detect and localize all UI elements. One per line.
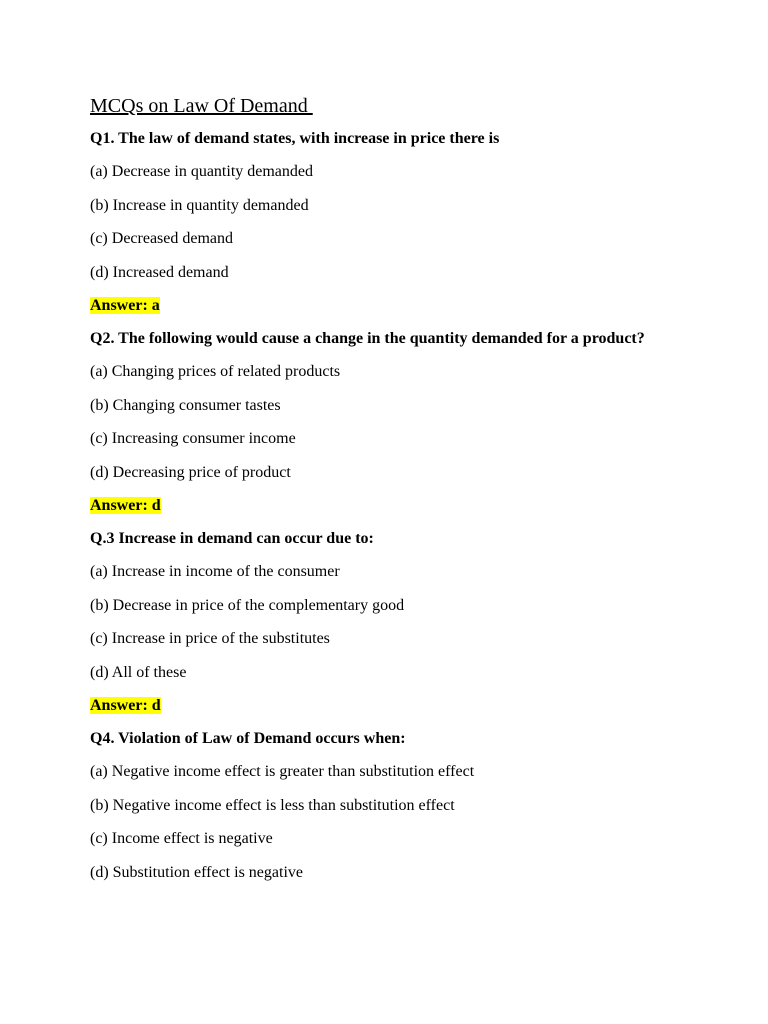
q1-answer-text: Answer: a	[90, 297, 160, 314]
q1-option-b: (b) Increase in quantity demanded	[90, 196, 309, 214]
q2-option-c: (c) Increasing consumer income	[90, 430, 296, 447]
q1-option-a: (a) Decrease in quantity demanded	[90, 163, 314, 180]
q2-option-d: (d) Decreasing price of product	[90, 463, 291, 481]
q2-answer-text: Answer: d	[90, 497, 161, 514]
q2-option-b: (b) Changing consumer tastes	[90, 396, 281, 414]
q4-option-b: (b) Negative income effect is less than substitution effect	[90, 796, 455, 814]
q4-option-d: (d) Substitution effect is negative	[90, 863, 303, 881]
question-3: Q.3 Increase in demand can occur due to:	[90, 530, 374, 547]
q1-option-d: (d) Increased demand	[90, 263, 229, 281]
q3-answer	[90, 695, 648, 716]
q2-option-a: (a) Changing prices of related products	[90, 363, 341, 380]
q3-option-c: (c) Increase in price of the substitutes	[90, 630, 330, 647]
q4-option-a: (a) Negative income effect is greater than substitution effect	[90, 763, 475, 780]
q1-option-c: (c) Decreased demand	[90, 230, 234, 247]
q3-answer-text: Answer: d	[90, 697, 161, 714]
question-1: Q1. The law of demand states, with increase in price there is	[90, 130, 500, 147]
q3-option-b: (b) Decrease in price of the complementary good	[90, 596, 405, 614]
q3-option-d: (d) All of these	[90, 663, 187, 681]
q1-answer	[90, 295, 648, 316]
q3-option-a: (a) Increase in income of the consumer	[90, 563, 340, 580]
page-title: MCQs on Law Of Demand	[90, 95, 313, 117]
question-2: Q2. The following would cause a change in the quantity demanded for a product?	[90, 330, 645, 347]
question-4: Q4. Violation of Law of Demand occurs when:	[90, 730, 406, 747]
q2-answer	[90, 495, 648, 516]
q4-option-c: (c) Income effect is negative	[90, 830, 273, 847]
